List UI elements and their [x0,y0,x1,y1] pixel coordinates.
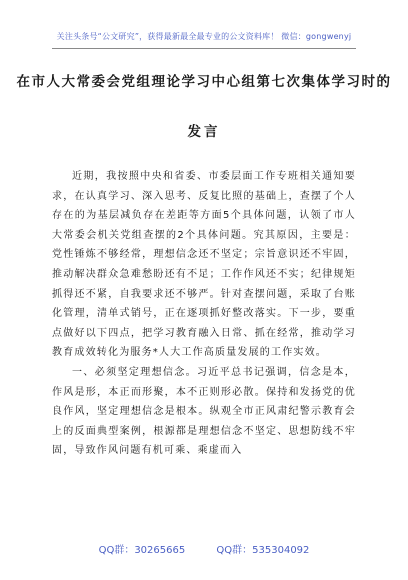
document-title: 在市人大常委会党组理论学习中心组第七次集体学习时的 [16,74,392,90]
footer [0,541,408,556]
qq-group-1: QQ群：30265665 [98,545,186,556]
paragraph-point-one: 一、必须坚定理想信念。习近平总书记强调，信念是本，作风是形，本正而形聚，本不正则形必散。保持和发扬党的优良作风，坚定理想信念是根本。纵观全市正风肃纪警示教育会上的反面典型案例，根源都是理想信念不坚定、思想防线不牢固，导致作风问题有机可乘、乘虚而入 [52,366,356,457]
qq-group-2: QQ群：535304092 [216,545,310,556]
document-body [52,167,356,461]
header-note: 关注头条号“公文研究”，获得最新最全最专业的公文资料库！ 微信：gongwenyj [56,32,352,41]
paragraph-intro: 近期，我按照中央和省委、市委层面工作专班相关通知要求，在认真学习、深入思考、反复比照的基础上，查摆了个人存在的为基层减负存在差距等方面5个具体问题，认领了市人大常委会机关党组查摆的2个具体问题。究其原因，主要是：党性锤炼不够经常，理想信念还不坚定；宗旨意识还不牢固，推动解决群众急难愁盼还有不足；工作作风还不实；纪律规矩抓得还不紧，自我要求还不够严。针对查摆问题，采取了台账化管理，清单式销号，正在逐项抓好整改落实。下一步，要重点做好以下四点，把学习教育融入日常、抓在经常，推动学习教育成效转化为服务*人大工作高质量发展的工作实效。 [52,171,356,359]
header-divider [52,48,356,49]
document-title-continued: 发言 [187,124,221,140]
